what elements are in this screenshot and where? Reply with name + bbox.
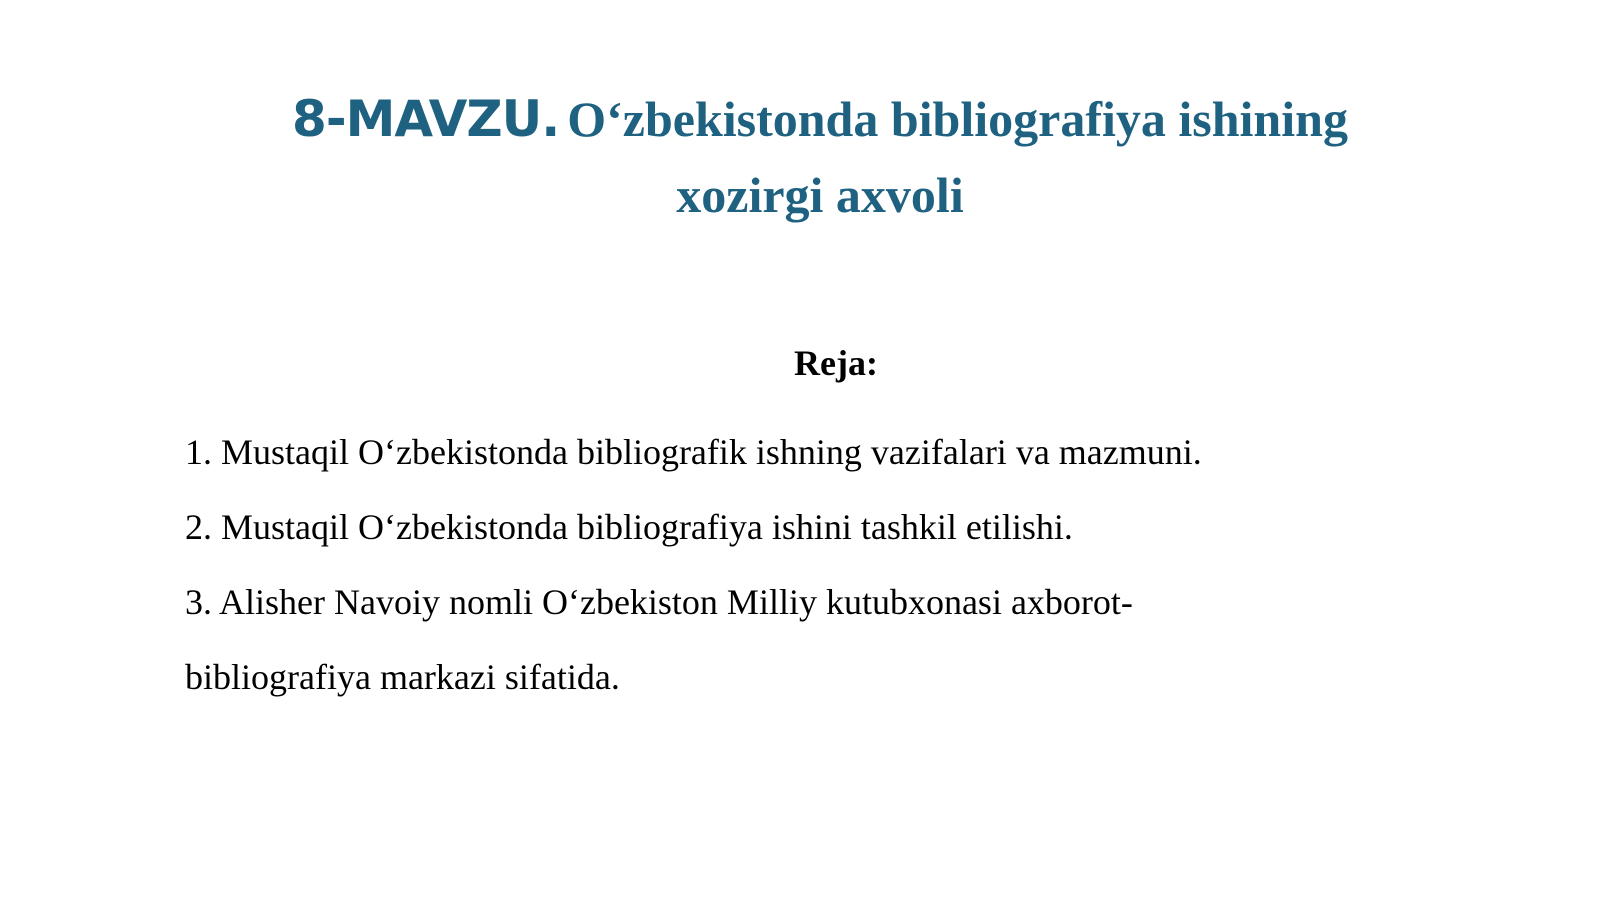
title-line-2: xozirgi axvoli — [676, 167, 964, 223]
title-line-1: O‘zbekistonda bibliografiya ishining — [567, 91, 1348, 147]
slide-title — [200, 84, 1440, 236]
plan-heading: Reja: — [794, 343, 878, 383]
plan-item-3-continuation: bibliografiya markazi sifatida. — [185, 657, 620, 697]
plan-item-1: 1. Mustaqil O‘zbekistonda bibliografik ishning vazifalari va mazmuni. — [185, 432, 1202, 472]
plan-item-2: 2. Mustaqil O‘zbekistonda bibliografiya ishini tashkil etilishi. — [185, 507, 1073, 547]
plan-item-3: 3. Alisher Navoiy nomli O‘zbekiston Milliy kutubxonasi axborot- — [185, 582, 1133, 622]
plan-list — [185, 415, 1385, 715]
title-prefix: 8-MAVZU. — [292, 90, 560, 148]
